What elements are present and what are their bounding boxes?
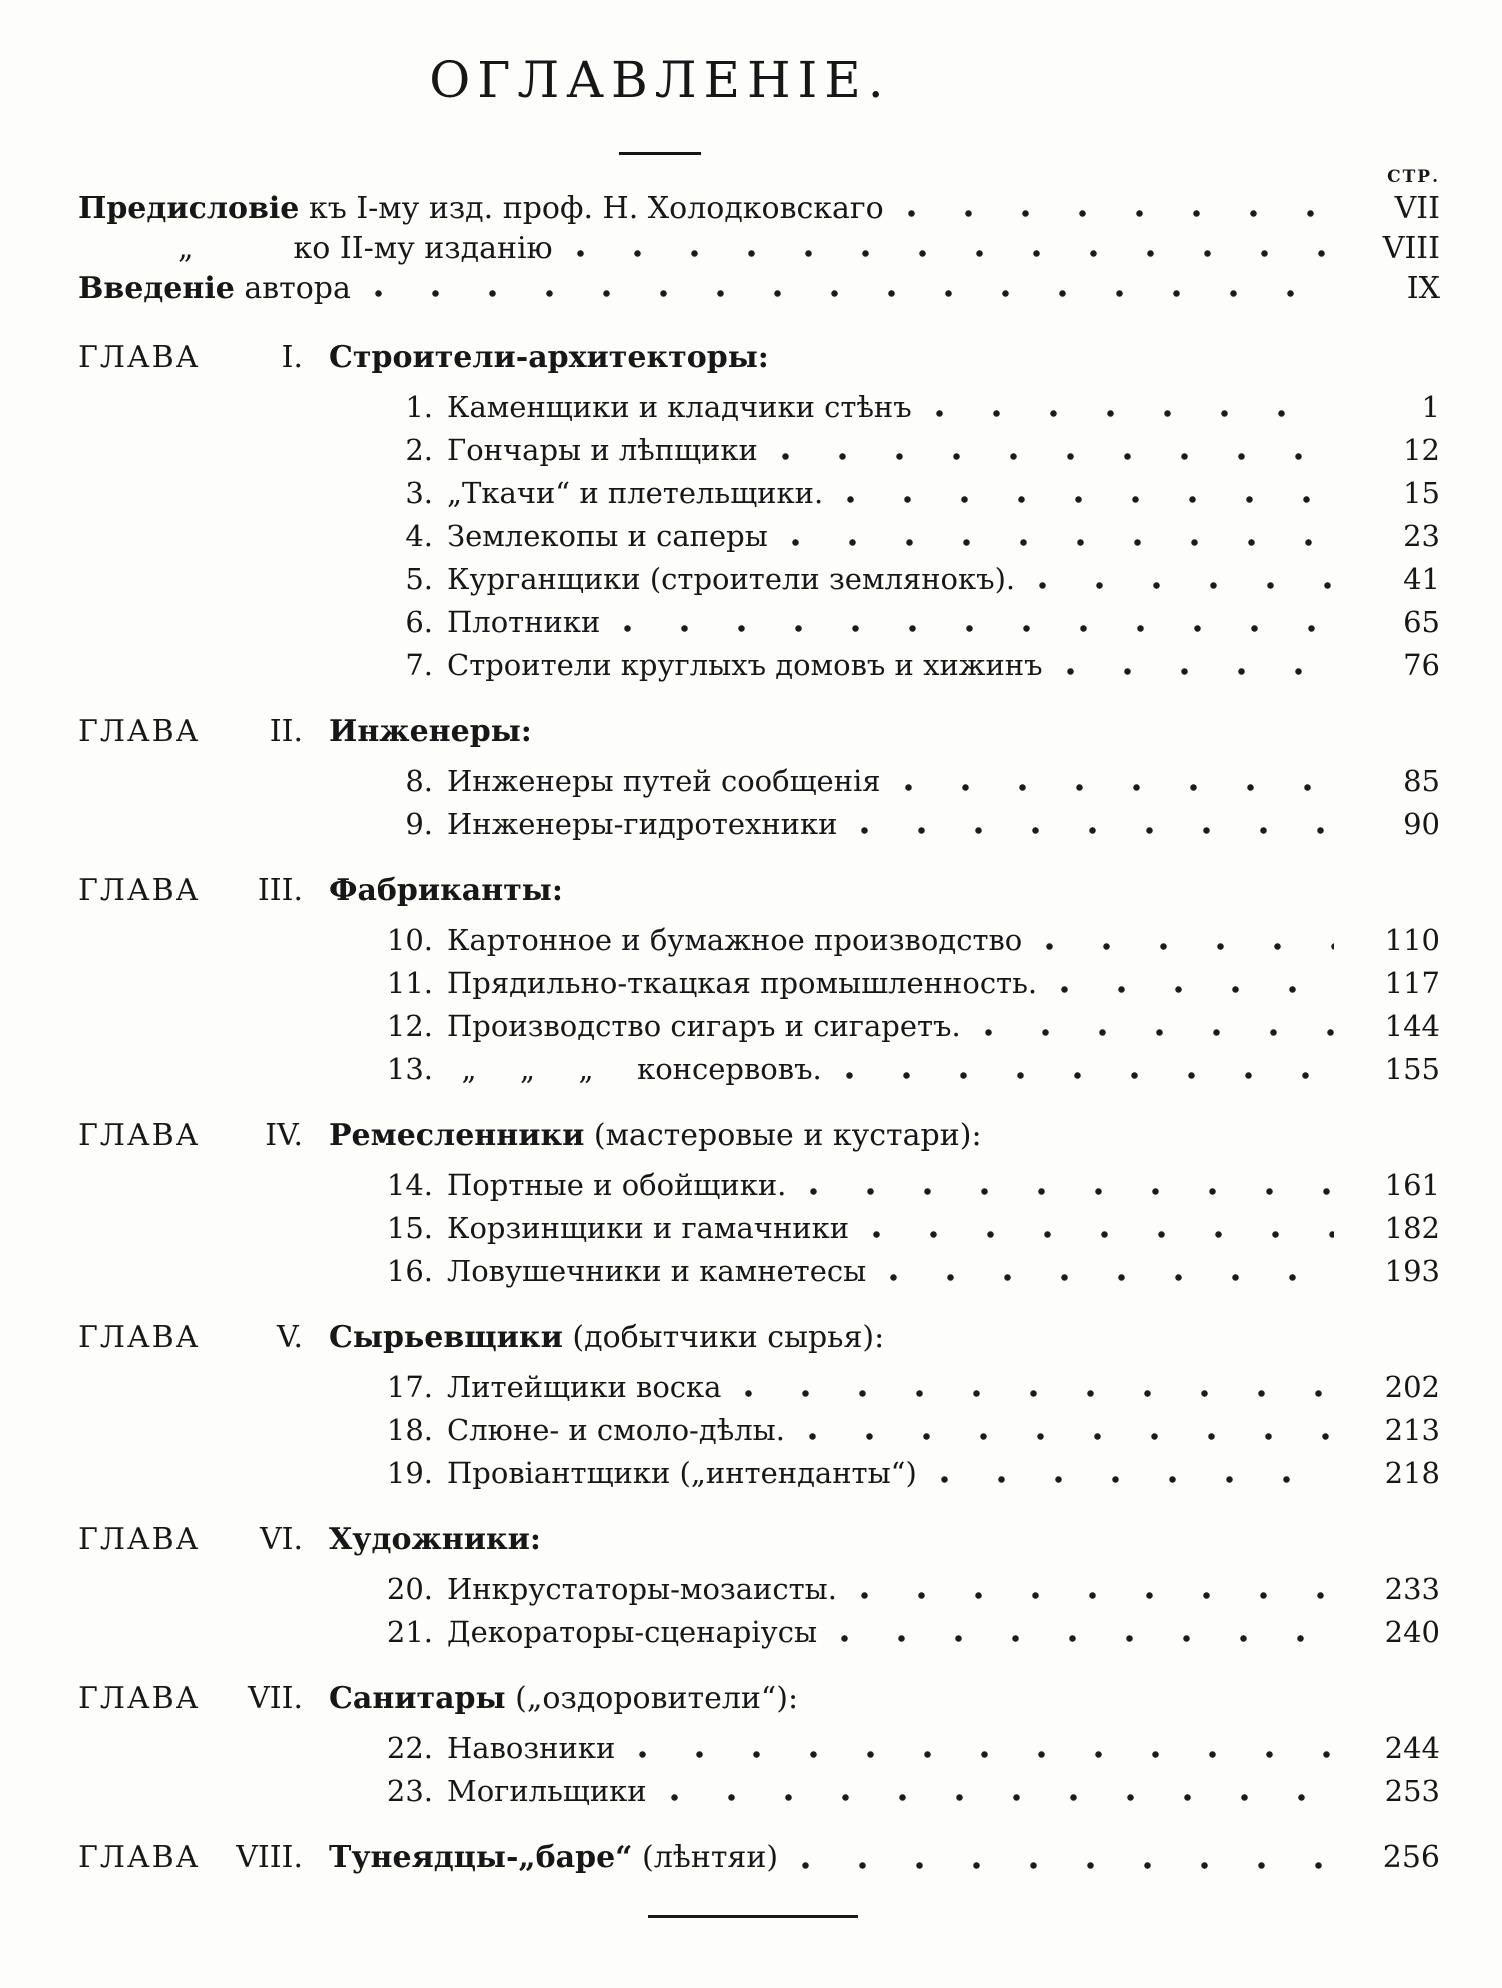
- item-label: Ловушечники и камнетесы: [447, 1254, 867, 1288]
- chapter-heading-row: [78, 1113, 1440, 1159]
- dot-leader: [600, 601, 1348, 644]
- dot-leader: [917, 1452, 1348, 1495]
- page-number: 240: [1384, 1615, 1440, 1649]
- chapter-word: ГЛАВА: [78, 1320, 201, 1355]
- page-number: 23: [1403, 519, 1440, 553]
- front-matter-row: [78, 229, 1440, 269]
- chapter-subtitle: („оздоровители“):: [505, 1681, 799, 1716]
- item-number: 8.: [405, 764, 433, 798]
- dot-leader: [785, 1409, 1348, 1452]
- dot-leader: [647, 1770, 1348, 1813]
- page-number: 182: [1384, 1211, 1440, 1245]
- page-number: 202: [1384, 1370, 1440, 1404]
- dot-leader: [553, 229, 1348, 269]
- chapter-title-text: Санитары: [329, 1681, 506, 1716]
- page-number: 161: [1384, 1168, 1440, 1202]
- dot-leader: [884, 189, 1348, 229]
- item-number: 16.: [386, 1254, 433, 1288]
- chapter-numeral: I.: [281, 340, 303, 375]
- dot-leader: [849, 1207, 1348, 1250]
- page-number: 110: [1384, 923, 1440, 957]
- dot-leader: [837, 803, 1348, 846]
- chapter-subtitle: (лѣнтяи): [632, 1840, 779, 1875]
- chapter-title-text: Инженеры:: [329, 714, 532, 749]
- chapter-numeral: IV.: [265, 1118, 303, 1153]
- item-label: Прядильно-ткацкая промышленность.: [447, 966, 1038, 1000]
- dot-leader: [866, 1250, 1348, 1293]
- item-label: Декораторы-сценаріусы: [447, 1615, 818, 1649]
- page-number: 41: [1403, 562, 1440, 596]
- item-label: Литейщики воска: [447, 1370, 722, 1404]
- title-block: [78, 0, 1242, 155]
- chapter-numeral: II.: [269, 714, 303, 749]
- page-number: 65: [1403, 605, 1440, 639]
- dot-leader: [837, 1568, 1348, 1611]
- item-number: 22.: [386, 1731, 433, 1765]
- chapter-word: ГЛАВА: [78, 873, 201, 908]
- item-label: Каменщики и кладчики стѣнъ: [447, 390, 912, 424]
- item-label: Строители круглыхъ домовъ и хижинъ: [447, 648, 1043, 682]
- page-number: 233: [1384, 1572, 1440, 1606]
- item-number: 2.: [405, 433, 433, 467]
- dot-leader: [1022, 919, 1348, 962]
- item-number: 1.: [405, 390, 433, 424]
- toc-item-row: [78, 962, 1440, 1005]
- item-label: Землекопы и саперы: [447, 519, 768, 553]
- front-matter-row: [78, 189, 1440, 229]
- item-number: 4.: [405, 519, 433, 553]
- entry-label: [78, 229, 553, 269]
- chapter-word: ГЛАВА: [78, 1522, 201, 1557]
- chapter-title-text: Тунеядцы-„баре“: [329, 1840, 633, 1875]
- chapter-word: ГЛАВА: [78, 714, 201, 749]
- item-label: „ „ „ консервовъ.: [447, 1052, 822, 1086]
- toc-item-row: [78, 1366, 1440, 1409]
- toc-item-row: [78, 1611, 1440, 1654]
- chapter-numeral: VI.: [259, 1522, 303, 1557]
- page-number: VII: [1394, 191, 1440, 226]
- item-label: Плотники: [447, 605, 601, 639]
- page-number: 244: [1384, 1731, 1440, 1765]
- dot-leader: [1015, 558, 1348, 601]
- chapter-numeral: VII.: [248, 1681, 303, 1716]
- page-number: 155: [1384, 1052, 1440, 1086]
- item-label: Производство сигаръ и сигаретъ.: [447, 1009, 961, 1043]
- item-label: Инкрустаторы-мозаисты.: [447, 1572, 837, 1606]
- chapter-heading-row: [78, 868, 1440, 914]
- page-number: VIII: [1382, 231, 1440, 266]
- item-label: Корзинщики и гамачники: [447, 1211, 850, 1245]
- chapter-heading-row: [78, 1676, 1440, 1722]
- chapter-title-text: Ремесленники: [329, 1118, 585, 1153]
- chapter-heading-row: [78, 335, 1440, 381]
- chapter-subtitle: (добытчики сырья):: [562, 1320, 885, 1355]
- chapter-subtitle: (мастеровые и кустари):: [584, 1118, 982, 1153]
- dot-leader: [351, 269, 1348, 309]
- toc-item-row: [78, 1409, 1440, 1452]
- item-label: Провіантщики („интенданты“): [447, 1456, 917, 1490]
- dot-leader: [758, 429, 1348, 472]
- chapter-heading-row: [78, 1835, 1440, 1881]
- item-label: Могильщики: [447, 1774, 647, 1808]
- dot-leader: [912, 386, 1348, 429]
- page-number: 1: [1421, 390, 1440, 424]
- entry-label-rest: къ I-му изд. проф. Н. Холодковскаго: [299, 191, 884, 226]
- dot-leader: [822, 1048, 1348, 1091]
- dot-leader: [961, 1005, 1348, 1048]
- item-label: Картонное и бумажное производство: [447, 923, 1023, 957]
- title-divider-rule: [619, 152, 701, 155]
- page-number: IX: [1406, 271, 1440, 306]
- page-number: 12: [1403, 433, 1440, 467]
- page-number: 256: [1382, 1840, 1440, 1875]
- item-number: 7.: [405, 648, 433, 682]
- toc-item-row: [78, 760, 1440, 803]
- dot-leader: [817, 1611, 1348, 1654]
- entry-label-rest: автора: [234, 271, 351, 306]
- toc-item-row: [78, 919, 1440, 962]
- chapter-title-text: Фабриканты:: [329, 873, 563, 908]
- page-number: 117: [1384, 966, 1440, 1000]
- dot-leader: [1037, 962, 1348, 1005]
- toc-item-row: [78, 1207, 1440, 1250]
- toc-item-row: [78, 1005, 1440, 1048]
- toc-item-row: [78, 558, 1440, 601]
- page-number: 15: [1403, 476, 1440, 510]
- chapter-title: [329, 1113, 982, 1159]
- toc-item-row: [78, 429, 1440, 472]
- toc-item-row: [78, 1048, 1440, 1091]
- item-label: Портные и обойщики.: [447, 1168, 787, 1202]
- dot-leader: [778, 1835, 1348, 1881]
- chapter-word: ГЛАВА: [78, 340, 201, 375]
- item-number: 12.: [386, 1009, 433, 1043]
- dot-leader: [786, 1164, 1348, 1207]
- page-title: ОГЛАВЛЕНІЕ.: [429, 51, 891, 109]
- chapter-title: [329, 1676, 798, 1722]
- chapter-heading-row: [78, 1517, 1440, 1563]
- dot-leader: [615, 1727, 1348, 1770]
- page-number: 253: [1384, 1774, 1440, 1808]
- page-number: 218: [1384, 1456, 1440, 1490]
- dot-leader: [768, 515, 1348, 558]
- toc-item-row: [78, 803, 1440, 846]
- toc-item-row: [78, 1568, 1440, 1611]
- chapter-numeral: V.: [277, 1320, 303, 1355]
- page-number: 213: [1384, 1413, 1440, 1447]
- toc-item-row: [78, 601, 1440, 644]
- item-number: 6.: [405, 605, 433, 639]
- page-number: 85: [1403, 764, 1440, 798]
- page-column-header: СТР.: [1387, 167, 1440, 187]
- dot-leader: [823, 472, 1348, 515]
- page-number: 76: [1403, 648, 1440, 682]
- chapter-title-text: Строители-архитекторы:: [329, 340, 769, 375]
- toc-item-row: [78, 1770, 1440, 1813]
- item-number: 18.: [386, 1413, 433, 1447]
- dot-leader: [1043, 644, 1348, 687]
- page-number: 193: [1384, 1254, 1440, 1288]
- bottom-divider-rule: [648, 1915, 858, 1918]
- item-number: 10.: [386, 923, 433, 957]
- chapter-heading-row: [78, 709, 1440, 755]
- toc-item-row: [78, 1452, 1440, 1495]
- entry-label: [78, 269, 351, 309]
- entry-label-bold: Предисловіе: [78, 191, 300, 226]
- entry-label-rest: ко II-му изданію: [293, 231, 553, 266]
- item-label: Инженеры-гидротехники: [447, 807, 838, 841]
- item-number: 23.: [386, 1774, 433, 1808]
- item-number: 14.: [386, 1168, 433, 1202]
- toc-item-row: [78, 644, 1440, 687]
- page-number: 144: [1384, 1009, 1440, 1043]
- toc-item-row: [78, 1727, 1440, 1770]
- chapter-numeral: VIII.: [236, 1840, 303, 1875]
- item-label: Инженеры путей сообщенія: [447, 764, 881, 798]
- chapter-title: [329, 868, 563, 914]
- entry-label-bold: Введеніе: [78, 271, 235, 306]
- dot-leader: [881, 760, 1348, 803]
- item-label: „Ткачи“ и плетельщики.: [447, 476, 824, 510]
- entry-label: [78, 189, 884, 229]
- item-number: 9.: [405, 807, 433, 841]
- item-number: 13.: [386, 1052, 433, 1086]
- item-number: 5.: [405, 562, 433, 596]
- chapter-title: [329, 709, 532, 755]
- chapter-title: [329, 335, 769, 381]
- item-label: Курганщики (строители землянокъ).: [447, 562, 1016, 596]
- toc-item-row: [78, 515, 1440, 558]
- item-number: 15.: [386, 1211, 433, 1245]
- toc-item-row: [78, 1164, 1440, 1207]
- item-number: 11.: [386, 966, 433, 1000]
- chapter-numeral: III.: [257, 873, 303, 908]
- chapter-title: [329, 1517, 541, 1563]
- chapter-heading-row: [78, 1315, 1440, 1361]
- front-matter-row: [78, 269, 1440, 309]
- toc-item-row: [78, 1250, 1440, 1293]
- item-number: 3.: [405, 476, 433, 510]
- page-number: 90: [1403, 807, 1440, 841]
- toc-item-row: [78, 472, 1440, 515]
- chapter-title-text: Сырьевщики: [329, 1320, 563, 1355]
- chapter-title: [329, 1835, 778, 1881]
- chapter-word: ГЛАВА: [78, 1118, 201, 1153]
- item-number: 17.: [386, 1370, 433, 1404]
- chapter-title-text: Художники:: [329, 1522, 541, 1557]
- item-label: Гончары и лѣпщики: [447, 433, 758, 467]
- chapter-title: [329, 1315, 884, 1361]
- item-label: Навозники: [447, 1731, 616, 1765]
- chapter-word: ГЛАВА: [78, 1681, 201, 1716]
- dot-leader: [721, 1366, 1348, 1409]
- item-number: 19.: [386, 1456, 433, 1490]
- item-number: 20.: [386, 1572, 433, 1606]
- toc-item-row: [78, 386, 1440, 429]
- ditto-mark: „: [178, 231, 194, 266]
- item-label: Слюне- и смоло-дѣлы.: [447, 1413, 785, 1447]
- chapter-word: ГЛАВА: [78, 1840, 201, 1875]
- item-number: 21.: [386, 1615, 433, 1649]
